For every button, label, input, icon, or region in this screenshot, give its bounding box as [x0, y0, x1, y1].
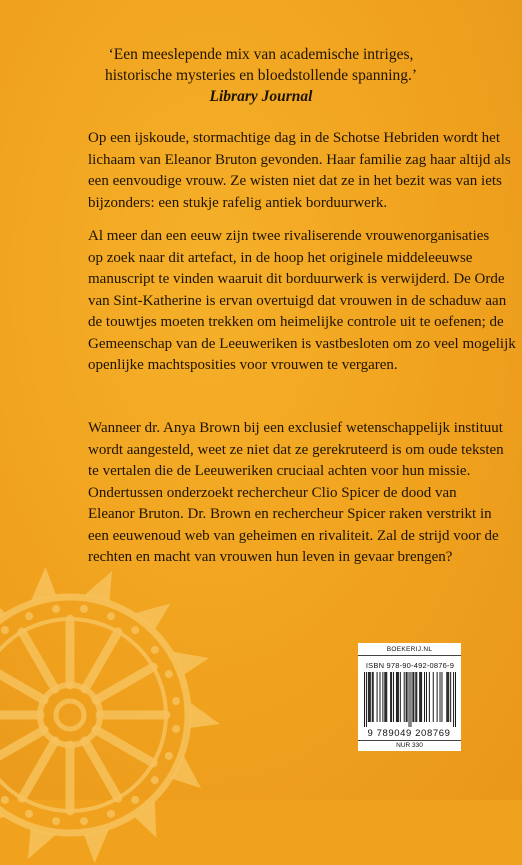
- barcode-bar: [416, 672, 417, 722]
- wheel-stud: [172, 725, 180, 733]
- barcode-bar: [386, 672, 387, 722]
- catherine-wheel-icon: [0, 565, 220, 865]
- wheel-stud: [165, 752, 173, 760]
- wheel-spike: [189, 702, 219, 728]
- blurb-line: te vertalen die de Leeuweriken cruciaal achten voor hun missie.: [88, 463, 471, 479]
- wheel-stud: [52, 817, 60, 825]
- review-quote: [0, 44, 522, 107]
- barcode-bar: [397, 672, 398, 722]
- wheel-spoke: [96, 730, 153, 763]
- barcode-bar: [409, 672, 410, 727]
- blurb-paragraph-3: [88, 418, 504, 569]
- barcode-bar: [419, 672, 420, 722]
- barcode-bar: [440, 672, 441, 722]
- barcode-bar: [385, 672, 386, 722]
- barcode-bar: [396, 672, 397, 722]
- barcode-bar: [377, 672, 378, 722]
- barcode-bar: [421, 672, 422, 722]
- barcode-bar: [369, 672, 370, 722]
- barcode-bar: [366, 672, 367, 727]
- barcode-bar: [420, 672, 421, 722]
- barcode-bar: [393, 672, 394, 722]
- wheel-stud: [25, 612, 33, 620]
- isbn-number: ISBN 978-90-492-0876-9: [365, 661, 455, 670]
- wheel-stud: [1, 626, 9, 634]
- barcode-bar: [412, 672, 413, 722]
- barcode-bar: [426, 672, 427, 722]
- wheel-spoke: [85, 632, 118, 689]
- wheel-spoke: [0, 667, 44, 700]
- blurb-line: op zoek naar dit artefact, in de hoop het originele middeleeuwse: [88, 249, 473, 266]
- barcode-bar: [448, 672, 449, 722]
- barcode-bar: [433, 672, 434, 722]
- wheel-stud: [52, 605, 60, 613]
- blurb-line: manuscript te vinden waaruit dit borduurwerk is verwijderd. De Orde: [88, 271, 505, 287]
- blurb-paragraph-2: [88, 226, 516, 377]
- blurb-line: een eenvoudige vrouw. Ze wisten niet dat ze in het bezit was van iets: [88, 173, 502, 189]
- barcode-bar: [450, 672, 451, 722]
- blurb-line: een eeuwenoud web van geheimen en rivaliteit. Zal de strijd voor de: [88, 527, 499, 544]
- barcode-bar: [364, 672, 365, 727]
- blurb-line: rechten en macht van vrouwen hun leven in gevaar brengen?: [88, 549, 453, 565]
- blurb-line: Op een ijskoude, stormachtige dag in de Schotse Hebriden wordt het: [88, 130, 500, 146]
- barcode-bar: [441, 672, 442, 722]
- barcode-bar: [368, 672, 369, 722]
- wheel-spike: [84, 828, 110, 863]
- blurb-line: Eleanor Bruton. Dr. Brown en rechercheur Spicer raken verstrikt in: [88, 506, 492, 522]
- wheel-spike: [31, 567, 57, 602]
- barcode-bar: [455, 672, 456, 727]
- wheel-stud: [151, 776, 159, 784]
- barcode-bars: [364, 672, 456, 727]
- wheel-stud: [151, 646, 159, 654]
- wheel-spoke: [22, 632, 55, 689]
- barcode-bar: [390, 672, 391, 722]
- blurb-line: wordt aangesteld, weet ze niet dat ze gerekruteerd is om oude teksten: [88, 441, 504, 458]
- blurb-line: de touwtjes moeten trekken om heimelijke controle uit te oefenen; de: [88, 314, 504, 330]
- publisher-url: BOEKERIJ.NL: [358, 646, 461, 656]
- barcode-label: [358, 643, 461, 751]
- blurb-line: Gemeenschap van de Leeuweriken is vastbesloten om zo veel mogelijk: [88, 335, 516, 352]
- barcode-bar: [447, 672, 448, 722]
- wheel-stud: [107, 810, 115, 818]
- blurb-line: openlijke machtsposities voor vrouwen te vergaren.: [88, 357, 398, 373]
- wheel-stud: [107, 612, 115, 620]
- barcode-bar: [384, 672, 385, 722]
- barcode-bar: [398, 672, 399, 722]
- wheel-spoke: [0, 730, 44, 763]
- wheel-stud: [25, 810, 33, 818]
- nur-code: NUR 330: [358, 740, 461, 749]
- barcode-bar: [446, 672, 447, 722]
- barcode-bar: [404, 672, 405, 722]
- blurb-line: van Sint-Katherine is ervan overtuigd dat vrouwen in de schaduw aan: [88, 292, 507, 309]
- barcode-bar: [429, 672, 430, 722]
- barcode-bar: [391, 672, 392, 722]
- wheel-stud: [80, 817, 88, 825]
- barcode-bar: [406, 672, 407, 722]
- wheel-stud: [172, 697, 180, 705]
- wheel-stud: [165, 670, 173, 678]
- quote-line-1: ‘Een meeslepende mix van academische intriges,: [108, 46, 414, 63]
- quote-source: Library Journal: [209, 88, 313, 105]
- wheel-spike: [0, 592, 6, 630]
- blurb-paragraph-1: [88, 128, 511, 214]
- wheel-stud: [131, 626, 139, 634]
- wheel-spoke: [22, 741, 55, 798]
- blurb-line: Ondertussen onderzoekt rechercheur Clio Spicer de dood van: [88, 484, 457, 501]
- wheel-spoke: [96, 667, 153, 700]
- barcode-bar: [372, 672, 373, 722]
- barcode-bar: [413, 672, 414, 722]
- barcode-bar: [424, 672, 425, 722]
- wheel-spoke: [85, 741, 118, 798]
- barcode-bar: [437, 672, 438, 722]
- barcode-bar: [370, 672, 371, 722]
- barcode-bar: [379, 672, 380, 722]
- barcode-bar: [453, 672, 454, 727]
- barcode-bar: [382, 672, 383, 722]
- barcode-bar: [400, 672, 401, 722]
- barcode-bar: [410, 672, 411, 727]
- barcode-bar: [407, 672, 408, 722]
- barcode-digits: 9 789049 208769: [367, 728, 451, 739]
- wheel-stud: [80, 605, 88, 613]
- blurb-line: lichaam van Eleanor Bruton gevonden. Haar familie zag haar altijd als: [88, 151, 511, 168]
- blurb-line: Al meer dan een eeuw zijn twee rivaliserende vrouwenorganisaties: [88, 228, 490, 244]
- blurb-line: bijzonders: een stukje rafelig antiek borduurwerk.: [88, 194, 388, 211]
- barcode-bar: [373, 672, 374, 722]
- quote-line-2: historische mysteries en bloedstollende spanning.’: [104, 67, 418, 84]
- wheel-spike: [134, 604, 170, 630]
- blurb-line: Wanneer dr. Anya Brown bij een exclusief wetenschappelijk instituut: [88, 420, 503, 436]
- barcode-bar: [415, 672, 416, 722]
